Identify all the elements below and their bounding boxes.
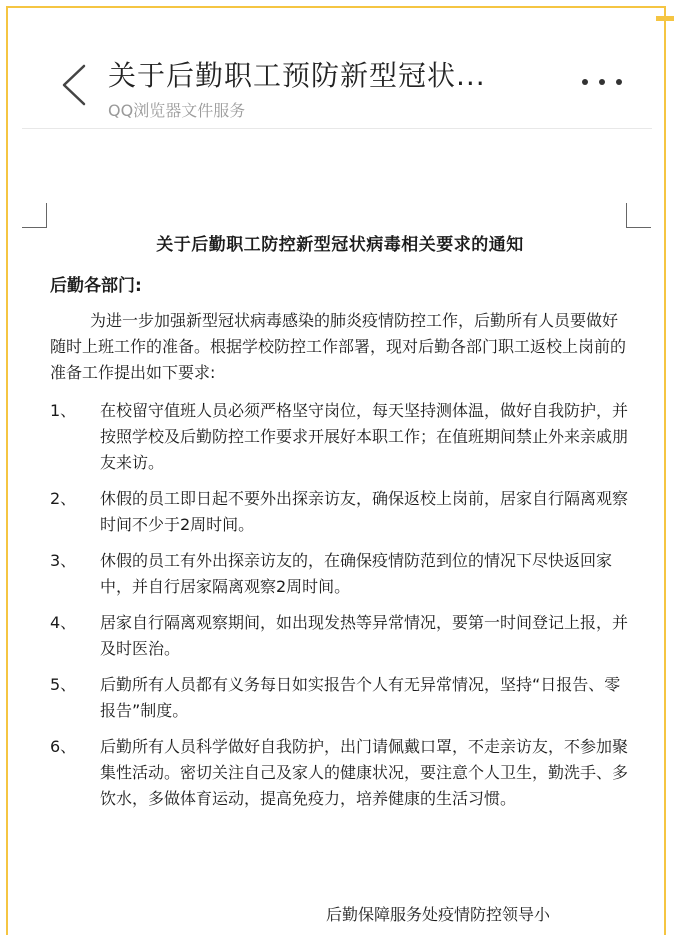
list-item (50, 486, 630, 538)
page-title: 关于后勤职工预防新型冠状... (108, 59, 486, 92)
list-item-text: 在校留守值班人员必须严格坚守岗位，每天坚持测体温，做好自我防护，并按照学校及后勤防控工作要求开展好本职工作；在值班期间禁止外来亲戚朋友来访。 (100, 401, 629, 472)
list-item (50, 734, 630, 812)
page-subtitle: QQ浏览器文件服务 (108, 101, 246, 120)
list-item-number: 3、 (50, 551, 77, 570)
crop-mark-left (22, 203, 47, 228)
list-item-number: 4、 (50, 613, 77, 632)
document-title: 关于后勤职工防控新型冠状病毒相关要求的通知 (156, 235, 524, 255)
more-options-button[interactable] (582, 72, 622, 92)
list-item (50, 610, 630, 662)
list-item-text: 后勤所有人员都有义务每日如实报告个人有无异常情况，坚持“日报告、零报告”制度。 (100, 675, 621, 720)
more-dots-icon (616, 79, 622, 85)
list-item-number: 1、 (50, 401, 77, 420)
corner-accent-mark (656, 16, 674, 21)
list-item-number: 2、 (50, 489, 77, 508)
list-item-number: 5、 (50, 675, 77, 694)
list-item-number: 6、 (50, 737, 77, 756)
list-item-text: 后勤所有人员科学做好自我防护，出门请佩戴口罩，不走亲访友，不参加聚集性活动。密切关注自己及家人的健康状况，要注意个人卫生，勤洗手、多饮水，多做体育运动，提高免疫力，培养健康的生活习惯。 (100, 737, 629, 808)
document-recipient: 后勤各部门: (50, 276, 142, 296)
document-intro: 为进一步加强新型冠状病毒感染的肺炎疫情防控工作，后勤所有人员要做好随时上班工作的准备。根据学校防控工作部署，现对后勤各部门职工返校上岗前的准备工作提出如下要求: (50, 311, 627, 382)
app-header (22, 40, 652, 129)
crop-mark-right (626, 203, 651, 228)
back-button[interactable] (58, 62, 92, 108)
document-body (50, 230, 630, 822)
more-dots-icon (582, 79, 588, 85)
list-item-text: 休假的员工有外出探亲访友的，在确保疫情防范到位的情况下尽快返回家中，并自行居家隔离观察2周时间。 (100, 551, 613, 596)
list-item-text: 居家自行隔离观察期间，如出现发热等异常情况，要第一时间登记上报，并及时医治。 (100, 613, 629, 658)
list-item (50, 548, 630, 600)
list-item (50, 398, 630, 476)
document-signature: 后勤保障服务处疫情防控领导小 (326, 905, 551, 924)
list-item-text: 休假的员工即日起不要外出探亲访友，确保返校上岗前，居家自行隔离观察时间不少于2周时间。 (100, 489, 629, 534)
more-dots-icon (599, 79, 605, 85)
list-item (50, 672, 630, 724)
back-chevron-icon (58, 62, 92, 108)
